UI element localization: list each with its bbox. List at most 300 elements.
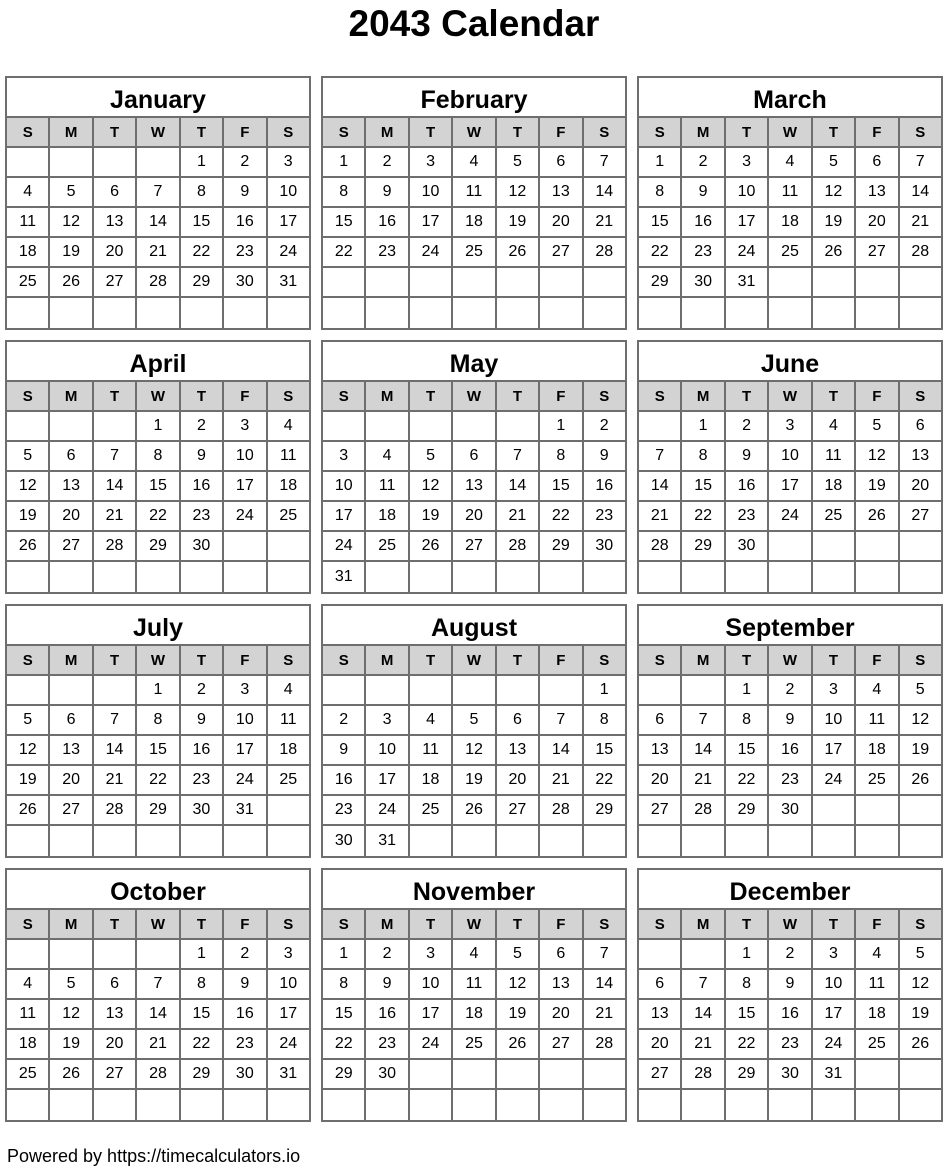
- day-cell: 11: [366, 472, 409, 502]
- week-row: [7, 208, 309, 238]
- day-cell: 11: [7, 208, 50, 238]
- day-cell: 22: [639, 238, 682, 268]
- day-cell: 23: [726, 502, 769, 532]
- day-cell: 15: [540, 472, 583, 502]
- day-cell: 9: [323, 736, 366, 766]
- day-cell: 26: [497, 1030, 540, 1060]
- empty-day-cell: [268, 1090, 309, 1120]
- day-cell: 6: [94, 178, 137, 208]
- empty-day-cell: [366, 562, 409, 592]
- day-cell: 26: [50, 1060, 93, 1090]
- day-cell: 4: [268, 412, 309, 442]
- day-cell: 3: [410, 148, 453, 178]
- week-row: [7, 148, 309, 178]
- weekday-header: F: [224, 646, 267, 676]
- day-cell: 18: [856, 1000, 899, 1030]
- empty-day-cell: [497, 412, 540, 442]
- day-cell: 4: [856, 940, 899, 970]
- day-cell: 18: [769, 208, 812, 238]
- day-cell: 18: [453, 208, 496, 238]
- empty-day-cell: [453, 298, 496, 328]
- weekday-header: T: [181, 910, 224, 940]
- day-cell: 20: [639, 766, 682, 796]
- weekday-header: T: [726, 646, 769, 676]
- weekday-header-row: [639, 646, 941, 676]
- empty-day-cell: [410, 412, 453, 442]
- week-row: [7, 1060, 309, 1090]
- day-cell: 15: [137, 736, 180, 766]
- day-cell: 5: [410, 442, 453, 472]
- day-cell: 5: [497, 940, 540, 970]
- week-row: [639, 826, 941, 856]
- day-cell: 1: [137, 412, 180, 442]
- day-cell: 4: [856, 676, 899, 706]
- day-cell: 20: [453, 502, 496, 532]
- day-cell: 27: [856, 238, 899, 268]
- day-cell: 27: [540, 1030, 583, 1060]
- day-cell: 20: [50, 766, 93, 796]
- day-cell: 7: [682, 970, 725, 1000]
- day-cell: 16: [366, 208, 409, 238]
- day-cell: 30: [769, 796, 812, 826]
- week-row: [639, 1060, 941, 1090]
- empty-day-cell: [268, 796, 309, 826]
- empty-day-cell: [323, 298, 366, 328]
- week-row: [7, 472, 309, 502]
- empty-day-cell: [813, 1090, 856, 1120]
- day-cell: 19: [50, 1030, 93, 1060]
- day-cell: 25: [769, 238, 812, 268]
- day-cell: 29: [137, 532, 180, 562]
- empty-day-cell: [497, 268, 540, 298]
- day-cell: 3: [769, 412, 812, 442]
- empty-day-cell: [224, 298, 267, 328]
- day-cell: 7: [137, 178, 180, 208]
- month-name: February: [323, 78, 625, 118]
- day-cell: 30: [224, 268, 267, 298]
- empty-day-cell: [7, 1090, 50, 1120]
- day-cell: 18: [7, 1030, 50, 1060]
- day-cell: 1: [584, 676, 625, 706]
- day-cell: 12: [7, 472, 50, 502]
- weekday-header: M: [682, 118, 725, 148]
- day-cell: 8: [137, 442, 180, 472]
- weekday-header: S: [323, 646, 366, 676]
- day-cell: 13: [540, 970, 583, 1000]
- week-row: [323, 268, 625, 298]
- day-cell: 15: [181, 1000, 224, 1030]
- week-row: [323, 442, 625, 472]
- day-cell: 1: [137, 676, 180, 706]
- day-cell: 30: [682, 268, 725, 298]
- weekday-header: M: [50, 910, 93, 940]
- weekday-header-row: [7, 382, 309, 412]
- day-cell: 24: [224, 502, 267, 532]
- weekday-header: F: [856, 382, 899, 412]
- empty-day-cell: [856, 1060, 899, 1090]
- empty-day-cell: [181, 562, 224, 592]
- day-cell: 24: [813, 766, 856, 796]
- day-cell: 14: [639, 472, 682, 502]
- day-cell: 4: [410, 706, 453, 736]
- weekday-header: T: [726, 382, 769, 412]
- day-cell: 24: [366, 796, 409, 826]
- day-cell: 13: [900, 442, 941, 472]
- day-cell: 17: [323, 502, 366, 532]
- week-row: [639, 472, 941, 502]
- empty-day-cell: [813, 562, 856, 592]
- day-cell: 28: [94, 532, 137, 562]
- day-cell: 1: [181, 940, 224, 970]
- weekday-header: T: [94, 910, 137, 940]
- day-cell: 11: [453, 178, 496, 208]
- day-cell: 22: [323, 238, 366, 268]
- day-cell: 3: [813, 676, 856, 706]
- day-cell: 16: [181, 736, 224, 766]
- day-cell: 27: [497, 796, 540, 826]
- day-cell: 2: [224, 940, 267, 970]
- weekday-header: S: [900, 382, 941, 412]
- month-name: May: [323, 342, 625, 382]
- weekday-header: S: [900, 118, 941, 148]
- week-row: [7, 412, 309, 442]
- day-cell: 1: [323, 940, 366, 970]
- empty-day-cell: [639, 826, 682, 856]
- day-cell: 28: [584, 1030, 625, 1060]
- day-cell: 18: [453, 1000, 496, 1030]
- day-cell: 13: [94, 1000, 137, 1030]
- day-cell: 6: [540, 940, 583, 970]
- weekday-header-row: [323, 646, 625, 676]
- weekday-header: T: [181, 646, 224, 676]
- day-cell: 14: [682, 1000, 725, 1030]
- day-cell: 22: [540, 502, 583, 532]
- day-cell: 7: [584, 940, 625, 970]
- empty-day-cell: [497, 298, 540, 328]
- weekday-header: W: [137, 646, 180, 676]
- calendar-grid: [5, 76, 943, 1122]
- day-cell: 13: [639, 736, 682, 766]
- week-row: [7, 502, 309, 532]
- month-october: [5, 868, 311, 1122]
- week-row: [7, 706, 309, 736]
- day-cell: 14: [137, 208, 180, 238]
- day-cell: 14: [94, 736, 137, 766]
- day-cell: 20: [540, 208, 583, 238]
- day-cell: 19: [7, 766, 50, 796]
- empty-day-cell: [224, 532, 267, 562]
- day-cell: 14: [900, 178, 941, 208]
- week-row: [639, 736, 941, 766]
- day-cell: 23: [584, 502, 625, 532]
- week-row: [7, 532, 309, 562]
- day-cell: 8: [323, 178, 366, 208]
- empty-day-cell: [900, 562, 941, 592]
- empty-day-cell: [900, 826, 941, 856]
- day-cell: 21: [540, 766, 583, 796]
- empty-day-cell: [410, 1060, 453, 1090]
- empty-day-cell: [94, 148, 137, 178]
- month-name: August: [323, 606, 625, 646]
- day-cell: 7: [900, 148, 941, 178]
- day-cell: 29: [540, 532, 583, 562]
- month-name: October: [7, 870, 309, 910]
- day-cell: 8: [181, 970, 224, 1000]
- week-row: [639, 178, 941, 208]
- month-april: [5, 340, 311, 594]
- day-cell: 6: [453, 442, 496, 472]
- day-cell: 31: [813, 1060, 856, 1090]
- empty-day-cell: [323, 412, 366, 442]
- weekday-header: F: [540, 382, 583, 412]
- day-cell: 31: [268, 268, 309, 298]
- day-cell: 17: [726, 208, 769, 238]
- day-cell: 21: [682, 1030, 725, 1060]
- day-cell: 23: [366, 1030, 409, 1060]
- day-cell: 6: [900, 412, 941, 442]
- empty-day-cell: [856, 268, 899, 298]
- weekday-header: S: [268, 118, 309, 148]
- month-september: [637, 604, 943, 858]
- day-cell: 3: [813, 940, 856, 970]
- day-cell: 9: [726, 442, 769, 472]
- day-cell: 13: [94, 208, 137, 238]
- weekday-header: T: [94, 646, 137, 676]
- day-cell: 25: [7, 1060, 50, 1090]
- day-cell: 7: [639, 442, 682, 472]
- day-cell: 10: [726, 178, 769, 208]
- month-august: [321, 604, 627, 858]
- empty-day-cell: [50, 940, 93, 970]
- day-cell: 23: [224, 238, 267, 268]
- day-cell: 2: [769, 676, 812, 706]
- empty-day-cell: [856, 1090, 899, 1120]
- day-cell: 22: [682, 502, 725, 532]
- week-row: [323, 502, 625, 532]
- day-cell: 22: [726, 766, 769, 796]
- empty-day-cell: [94, 562, 137, 592]
- week-row: [7, 940, 309, 970]
- day-cell: 11: [769, 178, 812, 208]
- month-name: June: [639, 342, 941, 382]
- day-cell: 28: [682, 1060, 725, 1090]
- weekday-header: T: [726, 910, 769, 940]
- empty-day-cell: [366, 412, 409, 442]
- day-cell: 29: [323, 1060, 366, 1090]
- day-cell: 9: [224, 178, 267, 208]
- empty-day-cell: [94, 412, 137, 442]
- week-row: [639, 1000, 941, 1030]
- empty-day-cell: [224, 1090, 267, 1120]
- day-cell: 30: [323, 826, 366, 856]
- day-cell: 7: [540, 706, 583, 736]
- weekday-header: T: [181, 118, 224, 148]
- day-cell: 3: [268, 148, 309, 178]
- day-cell: 16: [682, 208, 725, 238]
- empty-day-cell: [497, 1090, 540, 1120]
- day-cell: 22: [137, 502, 180, 532]
- day-cell: 5: [7, 706, 50, 736]
- day-cell: 15: [323, 208, 366, 238]
- day-cell: 12: [900, 970, 941, 1000]
- day-cell: 7: [682, 706, 725, 736]
- day-cell: 3: [224, 676, 267, 706]
- day-cell: 29: [181, 268, 224, 298]
- day-cell: 12: [7, 736, 50, 766]
- month-name: November: [323, 870, 625, 910]
- day-cell: 31: [224, 796, 267, 826]
- day-cell: 30: [181, 796, 224, 826]
- day-cell: 29: [639, 268, 682, 298]
- weekday-header-row: [639, 118, 941, 148]
- weekday-header: W: [453, 910, 496, 940]
- empty-day-cell: [682, 1090, 725, 1120]
- empty-day-cell: [639, 298, 682, 328]
- empty-day-cell: [7, 826, 50, 856]
- day-cell: 18: [268, 472, 309, 502]
- empty-day-cell: [181, 298, 224, 328]
- day-cell: 10: [268, 970, 309, 1000]
- week-row: [639, 298, 941, 328]
- day-cell: 16: [769, 1000, 812, 1030]
- day-cell: 16: [726, 472, 769, 502]
- weekday-header: S: [323, 382, 366, 412]
- day-cell: 15: [682, 472, 725, 502]
- empty-day-cell: [137, 940, 180, 970]
- day-cell: 13: [50, 472, 93, 502]
- day-cell: 11: [268, 442, 309, 472]
- empty-day-cell: [639, 1090, 682, 1120]
- day-cell: 6: [50, 442, 93, 472]
- weekday-header: M: [50, 382, 93, 412]
- day-cell: 30: [181, 532, 224, 562]
- empty-day-cell: [268, 532, 309, 562]
- day-cell: 8: [181, 178, 224, 208]
- day-cell: 14: [584, 970, 625, 1000]
- empty-day-cell: [137, 826, 180, 856]
- empty-day-cell: [50, 826, 93, 856]
- day-cell: 30: [769, 1060, 812, 1090]
- day-cell: 16: [224, 208, 267, 238]
- empty-day-cell: [453, 268, 496, 298]
- empty-day-cell: [726, 298, 769, 328]
- day-cell: 27: [540, 238, 583, 268]
- day-cell: 29: [137, 796, 180, 826]
- weekday-header: M: [366, 910, 409, 940]
- day-cell: 26: [7, 532, 50, 562]
- day-cell: 4: [769, 148, 812, 178]
- empty-day-cell: [769, 532, 812, 562]
- weekday-header-row: [639, 382, 941, 412]
- empty-day-cell: [181, 826, 224, 856]
- day-cell: 5: [7, 442, 50, 472]
- day-cell: 24: [224, 766, 267, 796]
- day-cell: 14: [137, 1000, 180, 1030]
- day-cell: 9: [769, 970, 812, 1000]
- week-row: [639, 412, 941, 442]
- day-cell: 3: [366, 706, 409, 736]
- empty-day-cell: [137, 562, 180, 592]
- day-cell: 20: [900, 472, 941, 502]
- day-cell: 10: [323, 472, 366, 502]
- empty-day-cell: [7, 412, 50, 442]
- empty-day-cell: [94, 1090, 137, 1120]
- weekday-header: F: [540, 118, 583, 148]
- week-row: [323, 532, 625, 562]
- week-row: [639, 442, 941, 472]
- weekday-header: F: [540, 910, 583, 940]
- day-cell: 15: [639, 208, 682, 238]
- week-row: [639, 532, 941, 562]
- day-cell: 18: [366, 502, 409, 532]
- day-cell: 22: [584, 766, 625, 796]
- empty-day-cell: [813, 298, 856, 328]
- day-cell: 6: [639, 706, 682, 736]
- empty-day-cell: [856, 532, 899, 562]
- empty-day-cell: [94, 676, 137, 706]
- empty-day-cell: [453, 1060, 496, 1090]
- empty-day-cell: [366, 676, 409, 706]
- weekday-header: W: [137, 118, 180, 148]
- weekday-header-row: [323, 118, 625, 148]
- day-cell: 18: [410, 766, 453, 796]
- weekday-header: S: [268, 910, 309, 940]
- weekday-header: S: [323, 118, 366, 148]
- day-cell: 12: [453, 736, 496, 766]
- day-cell: 24: [769, 502, 812, 532]
- empty-day-cell: [268, 826, 309, 856]
- weekday-header: M: [50, 118, 93, 148]
- empty-day-cell: [181, 1090, 224, 1120]
- day-cell: 23: [366, 238, 409, 268]
- day-cell: 17: [813, 736, 856, 766]
- day-cell: 23: [769, 766, 812, 796]
- day-cell: 22: [137, 766, 180, 796]
- week-row: [323, 1060, 625, 1090]
- week-row: [7, 1090, 309, 1120]
- day-cell: 1: [323, 148, 366, 178]
- day-cell: 19: [453, 766, 496, 796]
- day-cell: 19: [497, 1000, 540, 1030]
- day-cell: 8: [323, 970, 366, 1000]
- week-row: [7, 766, 309, 796]
- month-december: [637, 868, 943, 1122]
- empty-day-cell: [410, 1090, 453, 1120]
- day-cell: 21: [94, 766, 137, 796]
- day-cell: 27: [453, 532, 496, 562]
- week-row: [7, 736, 309, 766]
- day-cell: 23: [224, 1030, 267, 1060]
- empty-day-cell: [726, 562, 769, 592]
- empty-day-cell: [769, 298, 812, 328]
- weekday-header: W: [453, 118, 496, 148]
- weekday-header: T: [410, 646, 453, 676]
- day-cell: 19: [856, 472, 899, 502]
- day-cell: 1: [639, 148, 682, 178]
- weekday-header: M: [366, 646, 409, 676]
- week-row: [323, 766, 625, 796]
- day-cell: 25: [268, 766, 309, 796]
- empty-day-cell: [813, 268, 856, 298]
- empty-day-cell: [813, 826, 856, 856]
- week-row: [323, 736, 625, 766]
- weekday-header: M: [682, 646, 725, 676]
- day-cell: 26: [856, 502, 899, 532]
- day-cell: 15: [137, 472, 180, 502]
- day-cell: 7: [137, 970, 180, 1000]
- day-cell: 21: [639, 502, 682, 532]
- day-cell: 25: [366, 532, 409, 562]
